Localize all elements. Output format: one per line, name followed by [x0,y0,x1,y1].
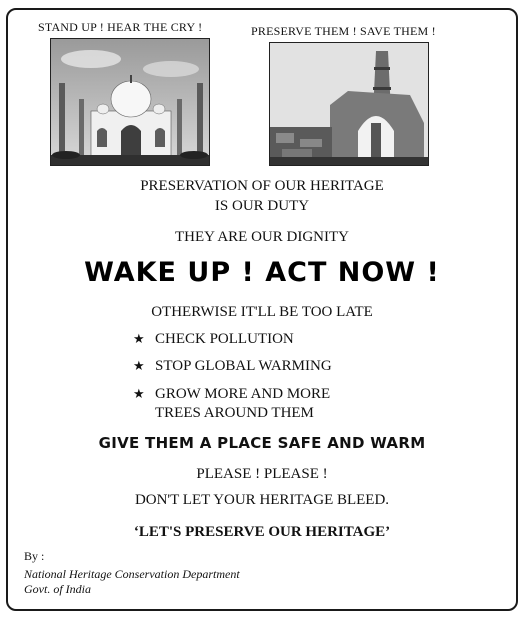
lets-preserve-slogan: ‘LET'S PRESERVE OUR HERITAGE’ [133,524,391,540]
caption-stand-up: STAND UP ! HEAR THE CRY ! [38,20,203,34]
bullet-item [133,386,330,403]
bullet-text: GROW MORE AND MORE [155,386,331,402]
please-text: PLEASE ! PLEASE ! [196,466,328,482]
bullet-text-continuation: TREES AROUND THEM [155,405,314,421]
give-them-place-text: GIVE THEM A PLACE SAFE AND WARM [98,434,426,452]
qutub-minar-illustration [270,43,428,165]
dignity-text: THEY ARE OUR DIGNITY [174,229,349,245]
footer-by-label: By : [24,549,45,563]
warning-too-late: OTHERWISE IT'LL BE TOO LATE [151,304,373,320]
star-icon: ★ [133,387,145,402]
heading-preservation-line-1: PRESERVATION OF OUR HERITAGE [140,178,384,194]
bullet-text: STOP GLOBAL WARMING [155,358,332,374]
poster-frame [6,8,518,611]
footer-government: Govt. of India [24,582,91,596]
star-icon: ★ [133,359,145,374]
star-icon: ★ [133,332,145,347]
qutub-minar-photo [269,42,429,166]
dont-let-heritage-bleed-text: DON'T LET YOUR HERITAGE BLEED. [134,492,390,508]
heading-preservation-line-2: IS OUR DUTY [214,198,310,214]
bullet-text: CHECK POLLUTION [155,331,294,347]
slogan-wake-up: WAKE UP ! ACT NOW ! [84,257,440,288]
taj-mahal-photo [50,38,210,166]
taj-mahal-illustration [51,39,209,165]
caption-preserve-them: PRESERVE THEM ! SAVE THEM ! [251,24,436,38]
bullet-item [133,358,332,375]
footer-department: National Heritage Conservation Department [24,567,240,581]
bullet-item [133,331,294,348]
